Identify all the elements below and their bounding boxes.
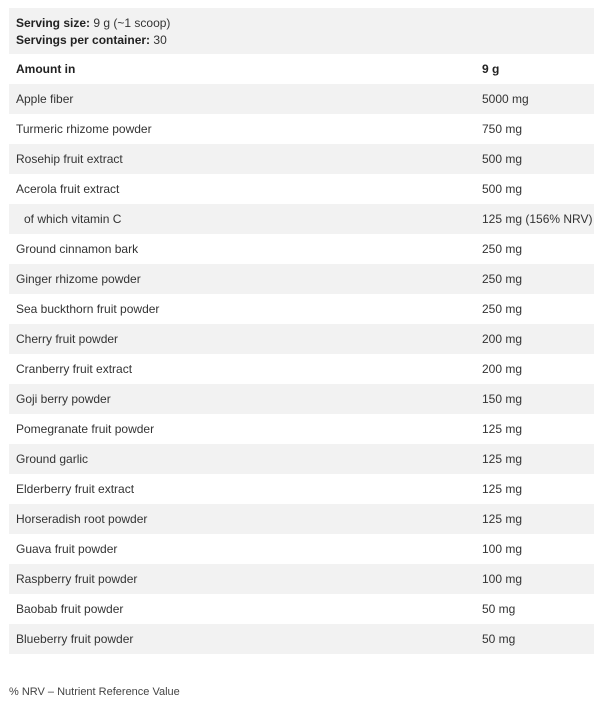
ingredient-amount: 125 mg <box>482 422 523 436</box>
ingredient-amount: 500 mg <box>482 182 523 196</box>
ingredient-amount: 250 mg <box>482 272 523 286</box>
ingredient-name: Blueberry fruit powder <box>16 632 134 646</box>
ingredient-name: Sea buckthorn fruit powder <box>16 302 160 316</box>
table-row <box>9 384 594 414</box>
ingredient-name: Cherry fruit powder <box>16 332 119 346</box>
ingredient-amount: 250 mg <box>482 242 523 256</box>
ingredient-amount: 500 mg <box>482 152 523 166</box>
table-row <box>9 204 594 234</box>
ingredient-name: Cranberry fruit extract <box>16 362 133 376</box>
ingredient-amount: 125 mg (156% NRV) <box>482 212 593 226</box>
header-name-cell: Amount in <box>16 62 76 76</box>
ingredient-name: Apple fiber <box>16 92 74 106</box>
table-row <box>9 264 594 294</box>
table-row <box>9 234 594 264</box>
serving-size-value: 9 g (~1 scoop) <box>93 16 171 30</box>
ingredient-name: of which vitamin C <box>24 212 122 226</box>
servings-per-container-value: 30 <box>153 33 167 47</box>
serving-info <box>9 8 594 54</box>
ingredient-name: Raspberry fruit powder <box>16 572 138 586</box>
table-row <box>9 114 594 144</box>
table-row <box>9 444 594 474</box>
ingredient-amount: 125 mg <box>482 482 523 496</box>
table-header-row <box>9 54 594 84</box>
ingredient-name: Horseradish root powder <box>16 512 148 526</box>
ingredient-name: Elderberry fruit extract <box>16 482 135 496</box>
table-row <box>9 564 594 594</box>
ingredient-amount: 125 mg <box>482 512 523 526</box>
table-row <box>9 354 594 384</box>
servings-per-container-line <box>16 32 594 49</box>
table-row <box>9 324 594 354</box>
ingredient-name: Baobab fruit powder <box>16 602 124 616</box>
ingredient-name: Acerola fruit extract <box>16 182 120 196</box>
ingredients-table <box>9 54 594 654</box>
table-row <box>9 144 594 174</box>
serving-size-line <box>16 15 594 32</box>
ingredient-name: Ground cinnamon bark <box>16 242 139 256</box>
ingredient-amount: 250 mg <box>482 302 523 316</box>
table-row <box>9 594 594 624</box>
ingredient-amount: 50 mg <box>482 602 516 616</box>
header-amount-cell: 9 g <box>482 62 500 76</box>
servings-per-container-label: Servings per container: <box>16 33 151 47</box>
ingredient-amount: 750 mg <box>482 122 523 136</box>
ingredient-amount: 100 mg <box>482 572 523 586</box>
ingredient-name: Pomegranate fruit powder <box>16 422 155 436</box>
ingredient-amount: 200 mg <box>482 362 523 376</box>
table-row <box>9 624 594 654</box>
ingredient-name: Ginger rhizome powder <box>16 272 141 286</box>
ingredient-amount: 100 mg <box>482 542 523 556</box>
ingredient-amount: 5000 mg <box>482 92 529 106</box>
table-row <box>9 294 594 324</box>
table-row <box>9 534 594 564</box>
ingredient-amount: 200 mg <box>482 332 523 346</box>
serving-size-label: Serving size: <box>16 16 91 30</box>
table-row <box>9 174 594 204</box>
ingredient-amount: 50 mg <box>482 632 516 646</box>
ingredient-name: Ground garlic <box>16 452 89 466</box>
table-row <box>9 504 594 534</box>
ingredient-name: Rosehip fruit extract <box>16 152 123 166</box>
ingredient-name: Guava fruit powder <box>16 542 118 556</box>
nrv-footnote: % NRV – Nutrient Reference Value <box>9 686 180 698</box>
ingredient-amount: 150 mg <box>482 392 523 406</box>
ingredient-name: Goji berry powder <box>16 392 111 406</box>
table-row <box>9 474 594 504</box>
table-row <box>9 84 594 114</box>
table-row <box>9 414 594 444</box>
ingredient-amount: 125 mg <box>482 452 523 466</box>
ingredient-name: Turmeric rhizome powder <box>16 122 152 136</box>
